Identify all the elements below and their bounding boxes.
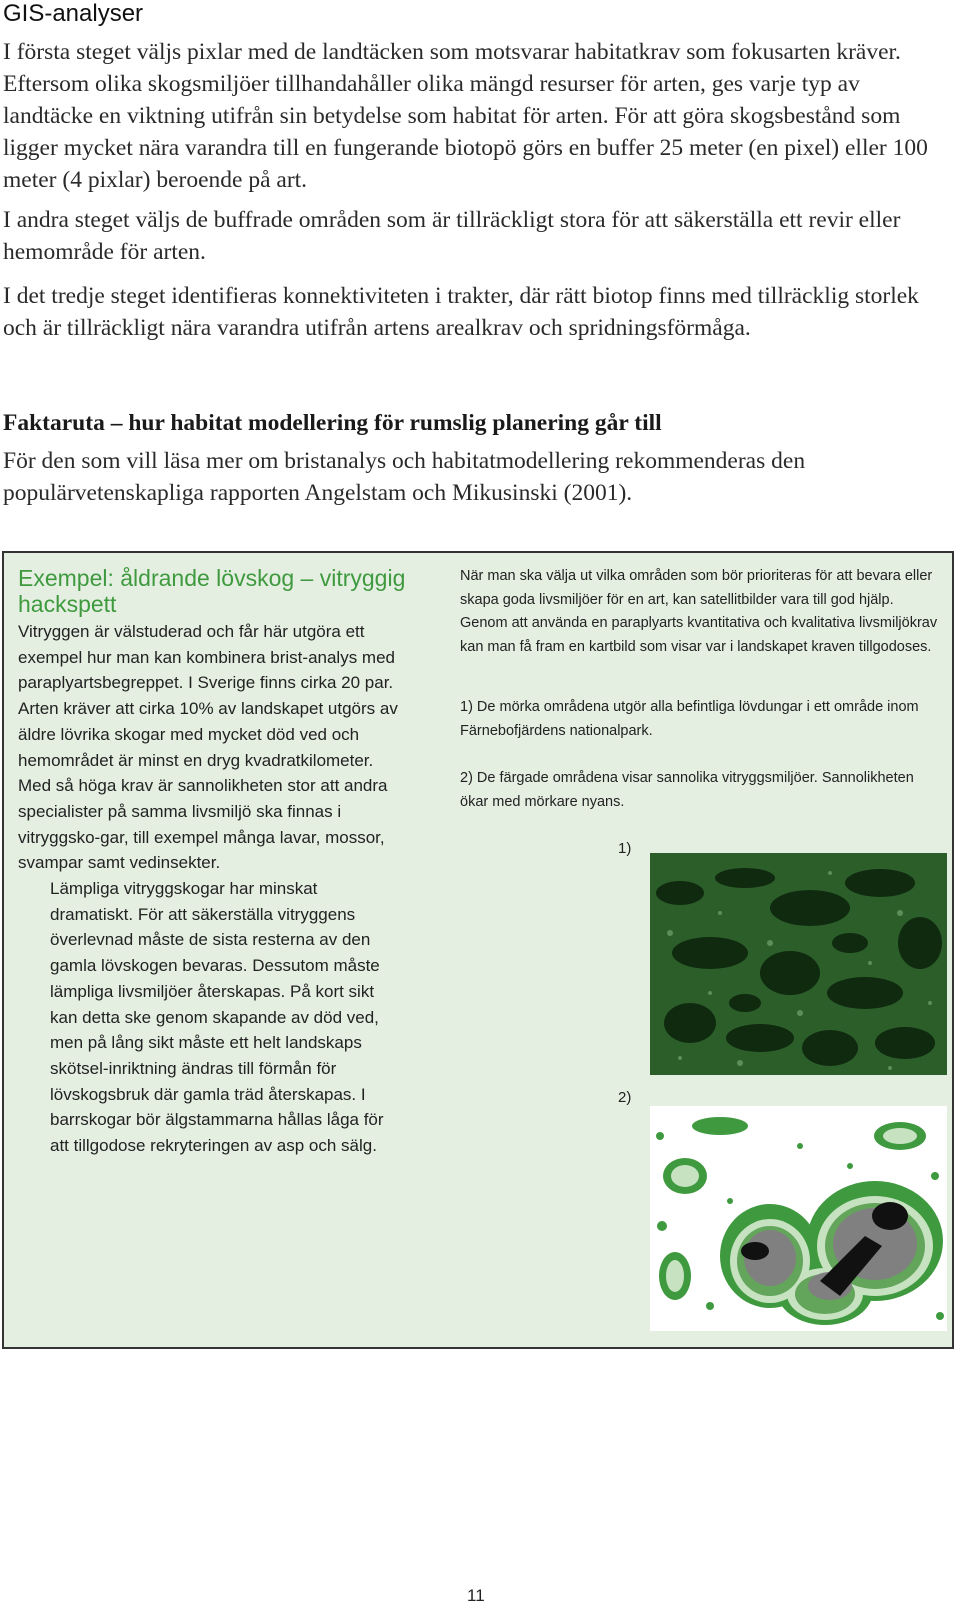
fact-box-title: Faktaruta – hur habitat modellering för rumslig planering går till — [3, 410, 662, 436]
example-right-note-2: 2) De färgade områdena visar sannolika vitryggsmiljöer. Sannolikheten ökar med mörkare nyans. — [460, 770, 914, 810]
paragraph-step-1: I första steget väljs pixlar med de landtäcken som motsvarar habitatkrav som fokusarten kräver. Eftersom olika skogsmiljöer tillhandahåller olika mängd resurser för arten, ges varje typ av landtäcke en viktning utifrån sin betydelse som habitat för arten. För att göra skogsbestånd som ligger mycket nära varandra till en fungerande biotopö görs en buffer 25 meter (en pixel) eller 100 meter (4 pixlar) beroende på art. — [3, 39, 928, 193]
section-title: GIS-analyser — [3, 0, 144, 27]
map-deciduous-groves — [650, 853, 947, 1075]
map-1-label: 1) — [618, 840, 632, 857]
fact-box-text: För den som vill läsa mer om bristanalys och habitatmodellering rekommenderas den populärvetenskapliga rapporten Angelstam och Mikusinski (2001). — [3, 448, 806, 506]
map-woodpecker-habitat — [650, 1106, 947, 1331]
example-left-paragraph-2: Lämpliga vitryggskogar har minskat dramatiskt. För att säkerställa vitryggens överlevnad måste de sista resterna av den gamla lövskogen bevaras. Dessutom måste lämpliga livsmiljöer återskapas. På kort sikt kan detta ske genom skapande av död ved, men på lång sikt måste ett helt landskaps skötsel-inriktning ändras till förmån för lövskogsbruk där gamla träd återskapas. I barrskogar bör älgstammarna hållas låga för att tillgodose rekryteringen av asp och sälg. — [50, 879, 384, 1156]
page-number: 11 — [467, 1586, 485, 1605]
paragraph-step-2: I andra steget väljs de buffrade områden som är tillräckligt stora för att säkerställa ett revir eller hemområde för arten. — [3, 207, 901, 265]
example-left-column — [18, 619, 401, 1159]
example-title: Exempel: åldrande lövskog – vitryggig hackspett — [18, 565, 406, 617]
example-box — [2, 551, 954, 1349]
paragraph-step-3: I det tredje steget identifieras konnektiviteten i trakter, där rätt biotop finns med tillräcklig storlek och är tillräckligt nära varandra utifrån artens arealkrav och spridningsförmåga. — [3, 283, 919, 341]
map-2-label: 2) — [618, 1089, 632, 1106]
example-right-intro: När man ska välja ut vilka områden som bör prioriteras för att bevara eller skapa goda livsmiljöer för en art, kan satellitbilder vara till god hjälp. Genom att använda en paraplyarts kvantitativa och kvalitativa livsmiljökrav kan man få fram en kartbild som visar var i landskapet kraven tillgodoses. — [460, 568, 938, 655]
example-left-paragraph-1: Vitryggen är välstuderad och får här utgöra ett exempel hur man kan kombinera brist-analys med paraplyartsbegreppet. I Sverige finns cirka 20 par. Arten kräver att cirka 10% av landskapet utgörs av äldre lövrika skogar med mycket död ved och hemområdet är minst en dryg kvadratkilometer. Med så höga krav är sannolikheten stor att andra specialister på samma livsmiljö ska finnas i vitryggsko-gar, till exempel många lavar, mossor, svampar samt vedinsekter. — [18, 622, 398, 873]
example-right-note-1: 1) De mörka områdena utgör alla befintliga lövdungar i ett område inom Färnebofjärdens nationalpark. — [460, 699, 919, 739]
